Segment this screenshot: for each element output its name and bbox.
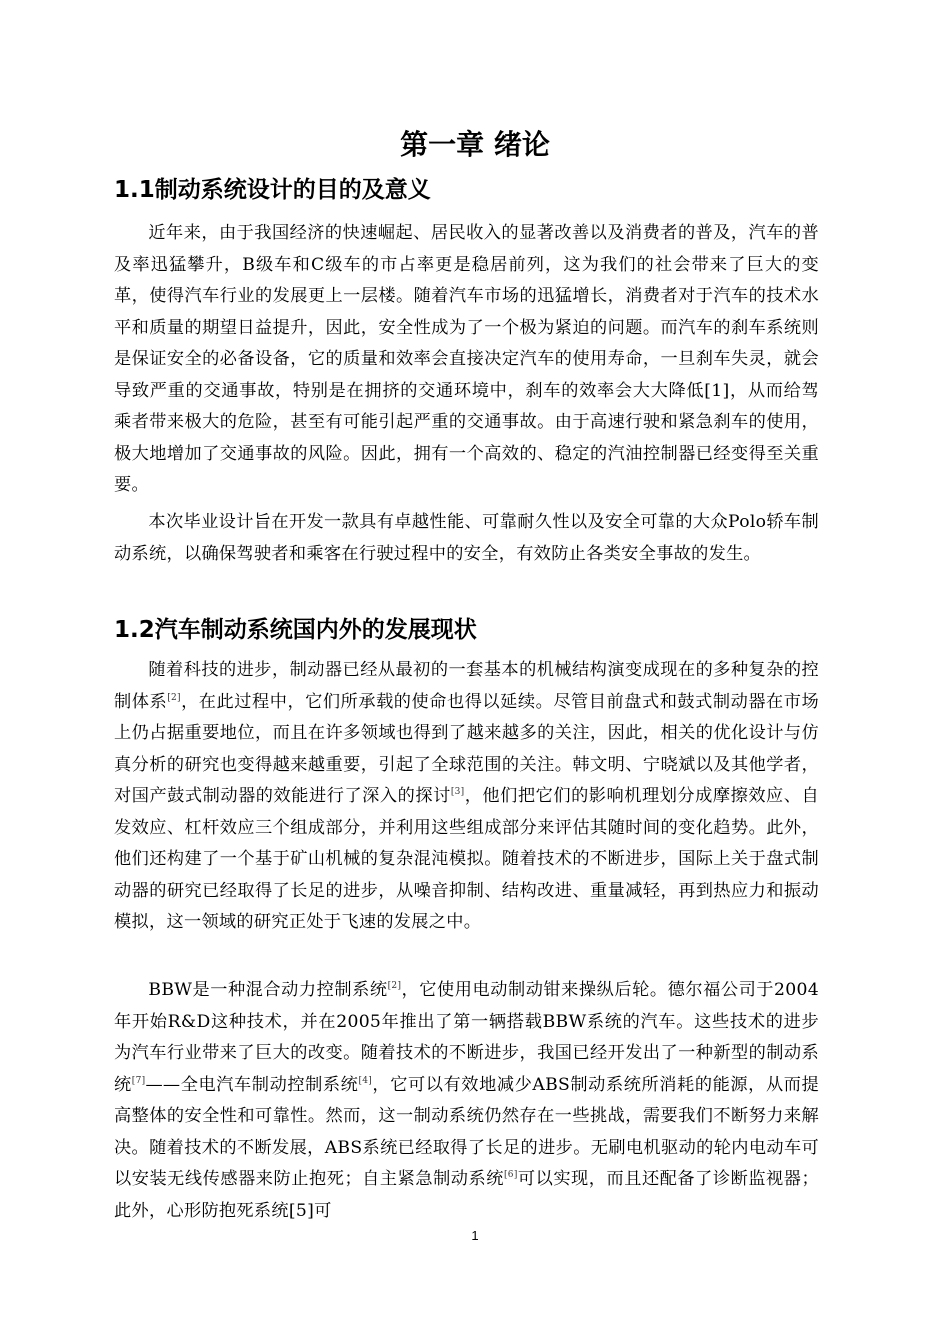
paragraph-1-2-b (114, 975, 819, 1227)
paragraph-text: ，它可以有效地减少ABS制动系统所消耗的能源，从而提高整体的安全性和可靠性。然而，这一制动系统仍然存在一些挑战，需要我们不断努力来解决。随着技术的不断发展，ABS系统已经取得了长足的进步。无刷电机驱动的轮内电动车可以安装无线传感器来防止抱死；自主紧急制动系统 (114, 1074, 819, 1189)
paragraph-text: ，在此过程中，它们所承载的使命也得以延续。尽管目前盘式和鼓式制动器在市场上仍占据重要地位，而且在许多领域也得到了越来越多的关注，因此，相关的优化设计与仿真分析的研究也变得越来越重要，引起了全球范围的关注。韩文明、宁晓斌以及其他学者，对国产鼓式制动器的效能进行了深入的探讨 (114, 691, 819, 806)
paragraph-text: BBW是一种混合动力控制系统 (148, 980, 388, 1000)
citation-ref: [7] (131, 1075, 146, 1086)
citation-ref: [3] (450, 787, 465, 797)
paragraph-text: ，它使用电动制动钳来操纵后轮。德尔福公司于2004年开始R&D这种技术，并在2005年推出了第一辆搭载BBW系统的汽车。这些技术的进步为汽车行业带来了巨大的改变。随着技术的不断进步，我国已经开发出了一种新型的制动系统 (114, 980, 819, 1095)
paragraph-text: 随着科技的进步，制动器已经从最初的一套基本的机械结构演变成现在的多种复杂的控制体系 (114, 660, 819, 712)
citation-ref: [2] (387, 981, 402, 991)
paragraph-1-1-b (114, 507, 819, 570)
section-heading-1-1: 1.1制动系统设计的目的及意义 (114, 177, 431, 203)
section-heading-1-2: 1.2汽车制动系统国内外的发展现状 (114, 617, 477, 643)
citation-ref: [4] (358, 1075, 373, 1086)
chapter-title: 第一章 绪论 (400, 128, 550, 161)
paragraph-text: 本次毕业设计旨在开发一款具有卓越性能、可靠耐久性以及安全可靠的大众Polo轿车制动系统，以确保驾驶者和乘客在行驶过程中的安全，有效防止各类安全事故的发生。 (114, 512, 819, 564)
page-number: 1 (471, 1228, 479, 1243)
paragraph-1-1-a (114, 218, 819, 502)
paragraph-text: 近年来，由于我国经济的快速崛起、居民收入的显著改善以及消费者的普及，汽车的普及率迅猛攀升，B级车和C级车的市占率更是稳居前列，这为我们的社会带来了巨大的变革，使得汽车行业的发展更上一层楼。随着汽车市场的迅猛增长，消费者对于汽车的技术水平和质量的期望日益提升，因此，安全性成为了一个极为紧迫的问题。而汽车的刹车系统则是保证安全的必备设备，它的质量和效率会直接决定汽车的使用寿命，一旦刹车失灵，就会导致严重的交通事故，特别是在拥挤的交通环境中，刹车的效率会大大降低[1]，从而给驾乘者带来极大的危险，甚至有可能引起严重的交通事故。由于高速行驶和紧急刹车的使用，极大地增加了交通事故的风险。因此，拥有一个高效的、稳定的汽油控制器已经变得至关重要。 (114, 223, 819, 495)
citation-ref: [6] (503, 1170, 518, 1180)
paragraph-text: ，他们把它们的影响机理划分成摩擦效应、自发效应、杠杆效应三个组成部分，并利用这些组成部分来评估其随时间的变化趋势。此外，他们还构建了一个基于矿山机械的复杂混沌模拟。随着技术的不断进步，国际上关于盘式制动器的研究已经取得了长足的进步，从噪音抑制、结构改进、重量减轻，再到热应力和振动模拟，这一领域的研究正处于飞速的发展之中。 (114, 786, 819, 932)
paragraph-text: ——全电汽车制动控制系统 (145, 1074, 359, 1095)
paragraph-1-2-a (114, 655, 819, 939)
paragraph-text: 可以实现，而且还配备了诊断监视器；此外，心形防抱死系统[5]可 (114, 1169, 819, 1221)
citation-ref: [2] (167, 692, 181, 703)
